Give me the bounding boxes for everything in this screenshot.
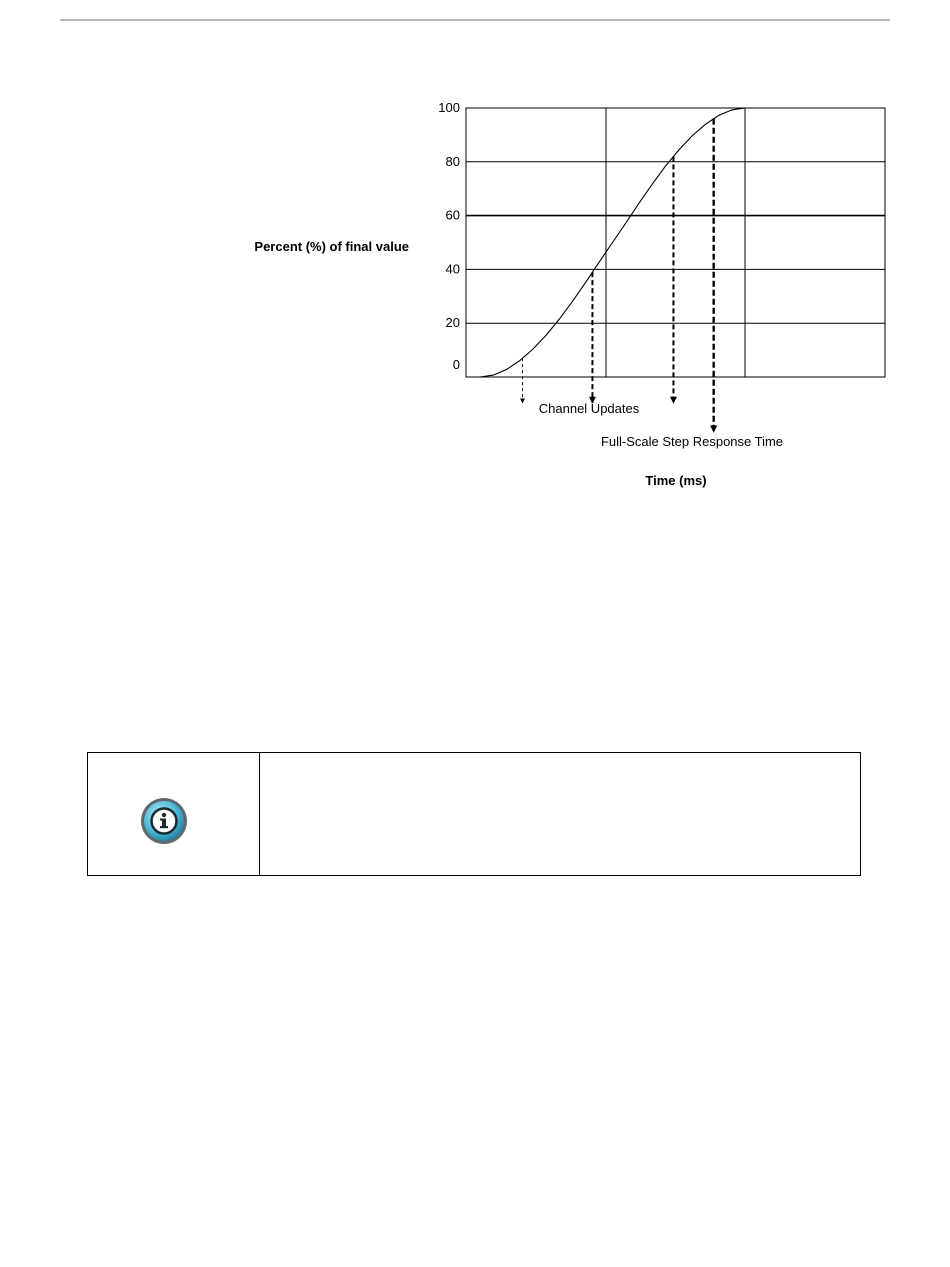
response-curve-line	[480, 108, 745, 377]
y-tick-label: 60	[445, 207, 460, 223]
y-tick-label: 20	[445, 315, 460, 331]
response-curve	[480, 108, 885, 377]
x-axis-label: Time (ms)	[645, 473, 707, 488]
y-tick-label: 100	[438, 100, 460, 115]
annotation-full-scale: Full-Scale Step Response Time	[600, 434, 784, 449]
plot-frame	[466, 108, 885, 377]
note-box	[87, 752, 861, 876]
y-axis-label: Percent (%) of final value	[254, 239, 409, 254]
annotation-channel-updates: Channel Updates	[538, 401, 640, 416]
update-markers	[523, 119, 714, 432]
y-tick-label: 40	[445, 261, 460, 277]
plot-border	[466, 108, 885, 377]
grid-lines	[466, 108, 885, 377]
y-tick-labels	[438, 100, 460, 372]
step-response-chart	[0, 0, 950, 520]
info-icon	[139, 796, 189, 846]
y-tick-label: 80	[445, 153, 460, 169]
note-text	[260, 753, 860, 875]
y-tick-label: 0	[452, 357, 460, 372]
note-icon-cell	[88, 753, 260, 875]
